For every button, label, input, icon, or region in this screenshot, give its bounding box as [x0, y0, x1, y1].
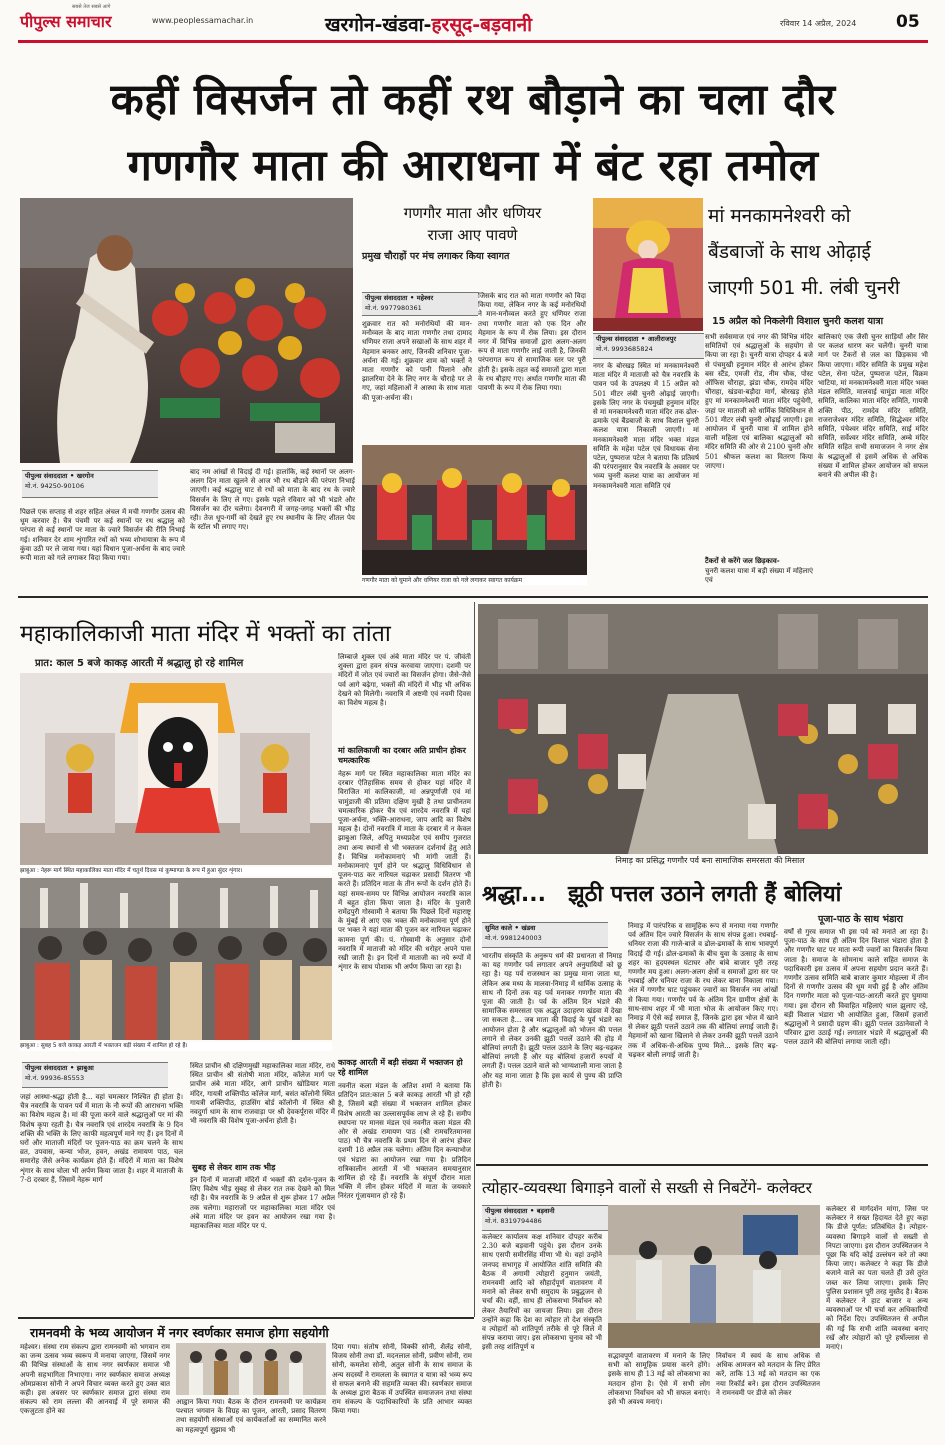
swarnkar-samaj-photo	[176, 1343, 326, 1395]
story3-title-line1: मां मनकामनेश्वरी को	[708, 205, 851, 227]
story2-byline	[362, 292, 478, 316]
story4-col-right: स्थित प्राचीन श्री दक्षिणमुखी महाकालिका माता मंदिर, राधे स्थित प्राचीन श्री संतोषी माता मंदिर, कॉलेज मार्ग पर प्राचीन अंबे माता मंदिर, आगे प्राचीन खोडियार माता मंदिर, गायत्री शक्तिपीठ कॉलेज मार्ग, बसंत कॉलोनी स्थित गायत्री शक्तिपीठ, हाउसिंग बोर्ड कॉलोनी में स्थित श्री नवदुर्गा धाम के साथ राजवाड़ा पर श्री देवकर्पूरास मंदिर में भी नवरात्रि की विशेष पूजा-अर्चना होती है।	[190, 1062, 335, 1126]
masthead-logo: पीपुल्स समाचार	[20, 12, 112, 31]
story6-col1: महेश्वर। संस्था राम संकल्प द्वारा रामनवमी को भगवान राम का जन्म उत्सव भव्य स्वरूप में मनाया जाएगा, जिसमें नगर की विभिन्न संस्थाओं के साथ नगर स्वर्णकार समाज भी अपनी सहभागिता निभाएगा। नगर स्वर्णकार समाज अध्यक्ष ओमप्रकाश सोनी ने अपने विचार व्यक्त करते हुए उक्त बात कही। इस अवसर पर स्वर्णकार समाज द्वारा संस्था राम संकल्प को राम लल्ला की आनवाई में पूरे समाज की एकजुटता होने का	[20, 1343, 170, 1416]
story2-title-line2: राजा आए पावणे	[427, 226, 518, 244]
story1-body: पिछले एक सप्ताह से शहर सहित अंचल में मची गणगौर उत्सव की धूम करवार है। चैत्र पंचमी पर कई स्थानों पर रथ श्रद्धालु को परंपरा से कई स्थानों पर माता के ज्वारे विसर्जन की रीति निभाई गई। शनिवार देर शाम शृंगारित रथों को भव्य शोभायात्रा के रूप में कुंवा उठी पर ले जाया गया। यहां विधान पूजा-अर्चना के बाद ज्वारे रूपी माता को गले लगाकर विदा किया गया।	[20, 508, 185, 563]
section-rule-1	[18, 596, 928, 598]
story3-col2b: चुनरी कलश यात्रा में बड़ी संख्या में महिलाएं एवं	[705, 567, 813, 585]
story5-title-a: श्रद्धा...	[482, 882, 546, 907]
mankamaneshwari-idol-photo	[593, 198, 703, 331]
story7-col4: कलेक्टर से मार्गदर्शन मांगा, जिस पर कलेक्टर ने सख्त हिदायत देते हुए कहा कि डीजे पूर्णत: प्रतिबंधित है। त्योहार-व्यवस्था बिगाड़ने वालों से सख्ती से निपटा जाएगा। इस दौरान उपस्थितजन ने पूछा कि यदि कोई उल्लंघन करे तो क्या किया जाए। कलेक्टर ने कहा कि डीजे बजाने वाले का पता चलते ही उसे तुरंत जब्त कर लिया जाएगा। इसके लिए पुलिस प्रशासन पूरी तरह मुस्तैद है। बैठक में कलेक्टर ने हाट बाजार व अन्य व्यवस्थाओं पर भी चर्चा कर अधिकारियों को निर्देश दिए। उपस्थितजन से अपील की गई कि सभी शांति व्यवस्था बनाए रखें और त्योहारों को पूरे हर्षोल्लास से मनाएं।	[826, 1205, 928, 1352]
section-rule-3	[18, 1317, 474, 1319]
story7-col3: निर्वाचन में स्वयं के साथ अधिक से अधिक आमजन को मतदान के लिए प्रेरित करें, ताकि 13 मई को मतदान का एक नया रिकॉर्ड बने। इस दौरान उपस्थितजन ने रामनवमी पर डीजे को लेकर	[716, 1352, 820, 1397]
story1-byline	[22, 470, 158, 498]
story7-byline-name: पीपुल्स संवाददाता • बड़वानी	[485, 1207, 555, 1215]
gangaur-puja-photo	[20, 198, 353, 463]
story5-byline	[482, 922, 608, 948]
story3-subtitle: 15 अप्रैल को निकलेगी विशाल चुनरी कलश यात्रा	[712, 316, 884, 327]
edition-part-a: खरगोन-खंडवा-	[325, 14, 432, 36]
story4-col-mid-subhead: काकड़ आरती में बड़ी संख्या में भक्तजन हो रहे शामिल	[338, 1058, 463, 1077]
story4-col-right2: इन दिनों में माताजी मंदिरों में भक्तों की दर्शन-पूजन के लिए विशेष भीड़ सुबह से लेकर रात तक देखने को मिल रही है। चैत्र नवरात्रि के 9 अप्रैल से शुरू होकर 17 अप्रैल तक चलेगा। महाराजों पर महाकालिका माता मंदिर एवं अंबे माता मंदिर पर हवन का आयोजन रखा गया है। महाकालिका माता मंदिर पर पं.	[190, 1176, 335, 1231]
story2-col2: जिसके बाद रात को माता गणगौर को विदा किया गया, लेकिन नगर के कई मनोरथियों ने मान-मनौव्वल करते हुए धणियर राजा तथा गणगौर माता को एक दिन और मेहमान के रूप में रोक लिया। इस दौरान नगर में विभिन्न समाजों द्वारा अलग-अलग रूप से माता गणगौर लाई जाती है, जिनकी परंपरागत रूप से सामाजिक स्तर पर पूरी होती है। इसके तहत कई समाजों द्वारा माता के रथ बौड़ाए गए। अर्थात गणगौर माता की पावणी के रूप में रोक लिया गया।	[478, 292, 586, 393]
story4-col-bot: नवनीत कला मंडल के अतिश शर्मा ने बताया कि प्रतिदिन प्रात:काल 5 बजे काकड़ आरती भी हो रही है, जिसमें बड़ी संख्या में भक्तजन शामिल होकर विशेष आरती का उल्लासपूर्वक लाभ ले रहे हैं। समीप स्थापना पर मानस मंडल एवं नवनीत कला मंडल की ओर से अखंड रामायण पाठ (श्री रामचरितमानस पाठ) भी चैत्र नवरात्रि के प्रथम दिन से आरंभ होकर दशमी 18 अप्रैल तक चलेगा। अंतिम दिन कन्याभोज एवं भंडारा का आयोजन रखा गया है। प्रतिदिन रात्रिकालीन आरती में भी भक्तजन समयानुसार शामिल हो रहे हैं। नवरात्रि के संपूर्ण दौरान माता भक्ति में लीन होकर मंदिरों में माता के जयकारे निरंतर गूंजायमान हो रहे हैं।	[338, 1082, 471, 1201]
story5-col1: भारतीय संस्कृति के अनुरूप धर्म की प्रधानता से निमाड़ का यह गणगौर पर्व लगातार अपने अनुयायियों को छू रहा है। यह पर्व राजस्थान का प्रमुख माना जाता था, लेकिन अब मध्य के मालवा-निमाड़ में धार्मिक उत्साह के साथ नौ दिनों तक यह पर्व मनाकर गणगौर माता की पूजा की जाती है। पर्व के अंतिम दिन भंडारे की सामाजिक समरसता एक अद्भुत उदाहरण खंडवा में देखा जा सकता है... जब माता की विदाई के पूर्व भंडारे का आयोजन होता है और श्रद्धालुओं को भोजन की पत्तल लगाने से लेकर उनकी झूठी पत्तलें उठाने की होड़ में बोलियां लगती हैं। झूठी पत्तल उठाने के लिए बढ़-चढ़कर बोलियां लगती हैं और यह बोलियां हजारों रुपयों में लगती हैं। पत्तल उठाने वाले को भाग्यशाली माना जाता है और यह माना जाता है कि इस कार्य से पुण्य की प्राप्ति होती है।	[482, 952, 622, 1089]
story1-body-cont: बाद नम आंखों से विदाई दी गई। हालांकि, कई स्थानों पर अलग-अलग दिन माता खुलने से आज भी रथ बौड़ाने की परंपरा निभाई जाएगी। कई श्रद्धालु घाट से रथों को माता के बाद रथ के ज्वारे विसर्जन के लिए ले गए। इसके पहले रविवार को भी भंडारे और विसर्जन का दौर चलेगा। देवनगरी में जगह-जगह भक्तों की भीड़ रही। तेज धूप-गर्मी को देखते हुए रथ स्थानीय के लिए शीतल पेय के स्टॉल भी लगाए गए।	[190, 468, 355, 532]
story5-col2: निमाड़ में पारंपरिक व सामूहिक रूप से मनाया गया गणगौर पर्व अंतिम दिन ज्वारे विसर्जन के साथ संपन्न हुआ। रथबाई-धनियर राजा की गाजे-बाजे व ढोल-ढमाकों के साथ भावपूर्ण विदाई दी गई। ढोल-ढमाकों के बीच युवा के उत्साह के साथ शहर का हृदयस्थल घंटाघर और बांबे बाजार पूरी तरह गणगौर मय हुआ। अलग-अलग क्षेत्रों व समाजों द्वारा सर पर रथबाई और धनियर राजा के रथ लेकर बाना निकाला गया। अंत में गणगौर घाट पहुंचकर ज्वारों का विसर्जन नम आंखों से किया गया। गणगौर पर्व के अंतिम दिन ग्रामीण क्षेत्रों के साथ-साथ शहर में भी माता भोज के आयोजन किए गए। निमाड़ में ऐसे कई समाज हैं, जिनके द्वारा इस भोज में खाने से लेकर झूठी पत्तलें उठाने तक की बोलियां लगाई जाती हैं। मेहमानों को खाना खिलाने से लेकर उनकी झूठी पत्तलें उठाने तक में अधिक-से-अधिक पुण्य मिले... इसके लिए बढ़-चढ़कर बोली लगाई जाती है।	[628, 922, 778, 1059]
story3-title-line2: बैंडबाजों के साथ ओढ़ाई	[708, 241, 871, 263]
story2-byline-name: पीपुल्स संवाददाता • महेश्वर	[365, 294, 434, 302]
story3-col2: सभी सर्वसमाज एवं नगर की विभिन्न मंदिर समितियों एवं श्रद्धालुओं के सहयोग से किया जा रहा है। चुनरी यात्रा दोपहर 4 बजे से पंचमुखी हनुमान मंदिर से आरंभ होकर बस स्टैंड, एमजी रोड, नीम चौक, पोस्ट ऑफिस चौराहा, झंडा चौक, रामदेव मंदिर चौराहा, खंडवा-बड़ौदा मार्ग, बोरखड़ होते हुए मां मनकामनेश्वरी माता मंदिर पहुंचेगी, जहां पर माताजी को धार्मिक विधिविधान से 501 मीटर लंबी चुनरी ओढ़ाई जाएगी। इस आयोजन में चुनरी यात्रा में शामिल होने वाली महिला एवं बालिका श्रद्धालुओं को मंदिर समिति की ओर से 2100 चुनरी और 501 श्रीफल कलश का वितरण किया जाएगा।	[705, 333, 813, 470]
story4-col-mid: नेहरू मार्ग पर स्थित महाकालिका माता मंदिर का दरबार ऐतिहासिक समय से होकर यहां मंदिर में विराजित मां कालिकाजी, मां अन्नपूर्णाजी एवं मां चामुंडाजी की प्रतिमा दक्षिण मुखी है तथा प्राचीनतम चमत्कारिक होकर चैत्र एवं शारदेय नवरात्रि में यहां पूजा-अर्चना, भक्ति-आराधना, जाप आदि का विशेष महत्व है। दोनों नवरात्रि में माता के दरबार में न केवल झाबुआ जिले, अपितु मध्यप्रदेश एवं समीप गुजरात तथा अन्य स्थानों से भी भक्तजन दर्शनार्थ हेतु आते हैं। विभिन्न मनोकामनाएं भी मांगी जाती हैं। मनोकामनाएं पूर्ण होने पर श्रद्धालु विधिविधान से पूजन-पाठ कर नारियल चढ़ाकर प्रसादी वितरण भी करते हैं। प्रतिदिन माता के तीन रूपों के दर्शन होते हैं। यहां समय-समय पर विभिन्न आयोजन नवरात्रि काल में बहुत होता किया जाता है। मंदिर के पुजारी रामेंद्रपुरी गोस्वामी ने बताया कि पिछले दिनों महाराष्ट्र के मुंबई से आए एक भक्त की मनोकामना पूर्ण होने पर भक्त ने यहां माता की पूजन कर नारियल चढ़ाकर कामना पूर्ण की। पं. गोस्वामी के अनुसार दोनों नवरात्रि में माताजी को मंदिर की धरोहर अपने पास रखी जाती है। इन दिनों में माताजी का नये रूपों में शृंगार के साथ पोशाक भी अर्पण किया जा रहा है।	[338, 770, 471, 972]
story7-title: त्योहार-व्यवस्था बिगाड़ने वालों से सख्ती से निबटेंगे- कलेक्टर	[482, 1179, 812, 1197]
gangaur-rath-photo	[362, 445, 587, 575]
story2-byline-mobile: मो.नं. 9977980361	[365, 304, 422, 312]
story3-col1: नगर के बोरखड़ स्थित मां मनकामनेश्वरी माता मंदिर में माताजी को चैत्र नवरात्रि के पावन पर्व के उपलक्ष्य में 15 अप्रैल को 501 मीटर लंबी चुनरी ओढ़ाई जाएगी। इसके लिए नगर के पंचमुखी हनुमान मंदिर से मां मनकामनेश्वरी माता मंदिर तक ढोल-ढमाके एवं बैंडबाजों के साथ विशाल चुनरी कलश यात्रा निकाली जाएगी। मां मनकामनेश्वरी माता मंदिर भक्त मंडल समिति के महेश पटेल एवं विधायक सेना पटेल, पुष्पराज पटेल ने बताया कि प्रतिवर्ष की परंपरानुसार चैत्र नवरात्रि के अवसर पर भव्य चुनरी कलश यात्रा का आयोजन मां मनकामनेश्वरी माता समिति एवं	[593, 362, 699, 490]
story7-byline	[482, 1205, 608, 1231]
masthead-website: www.peoplessamachar.in	[152, 16, 254, 25]
story4-byline-name: पीपुल्स संवाददाता • झाबुआ	[25, 1064, 94, 1072]
story2-title-line1: गणगौर माता और धणियर	[403, 204, 542, 222]
main-headline-line2: गणगौर माता की आराधना में बंट रहा तमोल	[127, 141, 819, 191]
collector-meeting-photo	[608, 1205, 820, 1348]
column-rule-mid	[474, 602, 475, 1317]
story3-col2-subhead: टैंकरों से करेंगे जल छिड़काव-	[705, 557, 780, 565]
story4-byline	[22, 1062, 168, 1088]
story4-col-top-subhead: मां कालिकाजी का दरबार अति प्राचीन होकर चमत्कारिक	[338, 746, 466, 765]
edition-part-b: हरसूद-बड़वानी	[431, 14, 533, 36]
idol-photo-art	[593, 198, 703, 331]
story3-byline	[593, 333, 704, 359]
meeting-photo-art	[608, 1205, 820, 1348]
story7-col1: कलेक्टर कार्यालय कक्ष शनिवार दोपहर करीब 2.30 बजे बड़वानी पहुंचे। इस दौरान उनके साथ एसपी समीरसिंह मीणा भी थे। वहां उन्होंने जनपद सभागृह में आयोजित शांति समिति की बैठक में अगामी त्योहारों हनुमान जयंती, रामनवमी आदि को सौहार्दपूर्ण वातावरण में मनाने को लेकर सभी समुदाय के प्रबुद्धजन से चर्चा की। वहीं, साथ ही लोकसभा निर्वाचन को लेकर तैयारियों का जायजा लिया। इस दौरान उन्होंने कहा कि देश का त्योहार तो देश संस्कृति व त्योहारों को शांतिपूर्ण तरीके से पूरे जिले में संपन्न कराया जाए। इस लोकसभा चुनाव को भी इसी तरह शांतिपूर्ण व	[482, 1233, 602, 1352]
mahakalika-photo-art	[20, 673, 332, 865]
masthead-logo-tag: सबसे तेज सबसे आगे	[72, 4, 111, 10]
story3-byline-name: पीपुल्स संवाददाता • आलीराजपुर	[596, 335, 677, 343]
samaj-photo-art	[176, 1343, 326, 1395]
story5-title-b: झूठी पत्तल उठाने लगती हैं बोलियां	[568, 882, 842, 907]
masthead-edition	[325, 11, 532, 37]
story5-byline-mobile: मो.नं. 9981240003	[485, 934, 542, 942]
story3-col3: बालिकाएं एक जैसी चुनर साड़ियों और सिर पर कलश धारण कर चलेंगी। चुनरी यात्रा मार्ग पर टैंकरों से जल का छिड़काव भी किया जाएगा। मंदिर समिति के प्रमुख महेश पटेल, सेना पटेल, पुष्पराज पटेल, विक्रम भाटिया, मां मनकामनेश्वरी माता मंदिर भक्त मंडल समिति, मालवाई चामुंडा माता मंदिर समिति, कालिका माता मंदिर समिति, गायत्री शक्ति पीठ, रामदेव मंदिर समिति, राजराजेश्वर मंदिर समिति, सिद्धेश्वर मंदिर समिति, पंचेश्वर मंदिर समिति, साई मंदिर समिति, सर्वेश्वर मंदिर समिति, अम्बे मंदिर समिति सहित सभी समाजजन ने नगर क्षेत्र के श्रद्धालुओं से इसमें अधिक से अधिक संख्या में शामिल होकर आयोजन को सफल बनाने की अपील की है।	[818, 333, 928, 480]
story5-subtitle: पूजा-पाठ के साथ भंडारा	[818, 914, 903, 925]
aarti-crowd-photo-art	[20, 878, 332, 1040]
story6-col2: आह्वान किया गया। बैठक के दौरान रामनवमी पर कार्यक्रम पश्चात भगवान के विग्रह का पूजन, आरती, प्रसाद वितरण तथा सहयोगी संस्थाओं एवं कार्यकर्ताओं का सम्मानित करने का महत्वपूर्ण सुझाव भी	[176, 1398, 326, 1434]
bhandara-photo-art	[478, 604, 928, 854]
story5-photo-caption: निमाड़ का प्रसिद्ध गणगौर पर्व बना सामाजिक समरसता की मिसाल	[615, 856, 805, 865]
story4-subtitle: प्रात: काल 5 बजे काकड़ आरती में श्रद्धालु हो रहे शामिल	[35, 658, 244, 669]
mahakalika-idol-photo	[20, 673, 332, 865]
story4-photo1-caption: झाबुआ : नेहरू मार्ग स्थित महाकालिका माता मंदिर में चतुर्थ दिवस मां कुष्माण्डा के रूप में हुआ सुंदर शृंगार।	[20, 867, 332, 876]
bhandara-crowd-photo	[478, 604, 928, 854]
story5-byline-name: सुमित काले • खंडवा	[485, 924, 536, 932]
story4-col-left: जहां आस्था-श्रद्धा होती है... वहां चमत्कार निश्चित ही होता है। चैत्र नवरात्रि के पावन पर्व में माता के नौ रूपों की आराधना भक्ति का विशेष महत्व है। मां की पूजा करने वाले श्रद्धालुओं पर मां की विशेष कृपा रहती है। चैत्र नवरात्रि एवं शारदेय नवरात्रि के 9 दिन शक्ति की भक्ति के लिए काफी महत्वपूर्ण माने गए हैं। इन दिनों में घरों और माताजी मंदिरों पर पूजन-पाठ का क्रम चलने के साथ व्रत, उपवास, कन्या भोज, हवन, अखंड रामायण पाठ, चल समारोह जैसे अनेक कार्यक्रम होते हैं। मंदिरों में माता का विशेष शृंगार के साथ चोला भी अर्पण किया जाता है। शहर में माताजी के 7-8 दरबार हैं, जिसमें नेहरू मार्ग	[20, 1093, 183, 1184]
story2-col1: शुक्रवार रात को मनोरथियों की मान-मनौव्वल के बाद माता गणगौर तथा दामाद धणियर राजा अपने सखाओं के साथ शहर में मेहमान बनकर आए, जिनकी शनिवार पूजा-अर्चना की गई। शुक्रवार शाम को भक्तों ने माता गणगौर को पानी पिलाने और झालरिया देने के लिए नगर के चौराहे पर ले गए, जहां महिलाओं ने आस्था के साथ माता की पूजा-अर्चना की।	[362, 320, 472, 402]
story1-byline-mobile: मो.नं. 94250-90106	[25, 482, 85, 490]
masthead-date: रविवार 14 अप्रैल, 2024	[780, 19, 857, 28]
story1-byline-name: पीपुल्स संवाददाता • खरगोन	[25, 472, 94, 480]
story7-byline-mobile: मो.नं. 8319794486	[485, 1217, 542, 1225]
main-headline-line1: कहीं विसर्जन तो कहीं रथ बौड़ाने का चला दौर	[110, 75, 836, 125]
story4-col-right-subhead: सुबह से लेकर शाम तक भीड़	[192, 1163, 276, 1172]
story6-title: रामनवमी के भव्य आयोजन में नगर स्वर्णकार समाज होगा सहयोगी	[30, 1325, 329, 1340]
story2-photo-caption: गणगौर माता को घुमाने और धणियर राजा को गले लगाकर स्वागत कार्यक्रम	[362, 576, 587, 585]
story4-photo2-caption: झाबुआ : सुबह 5 बजे काकड़ आरती में भक्तजन बड़ी संख्या में शामिल हो रहे हैं।	[20, 1042, 332, 1051]
gangaur-puja-photo-art	[20, 198, 353, 463]
page-number: 05	[896, 12, 920, 32]
masthead-rule	[18, 40, 928, 43]
story5-col3: वर्षों से गुरव समाज भी इस पर्व को मनाते आ रहा है। पूजा-पाठ के साथ ही अंतिम दिन विशाल भंडारा होता है और गणगौर घाट पर माता रूपी ज्वारों का विसर्जन किया जाता है। समाज के सोमनाथ काले सहित समाज के पदाधिकारी इस उत्सव में अपना सहयोग प्रदान करते हैं। गणगौर उत्सव समिति बाबे बाजार कुमार मोहल्ला में तीन दिनों से गणगौर उत्सव की धूम मची हुई है और अंतिम दिन गणगौर माता को पूजा-पाठ-आरती करते हुए घुमाया गया। इस दौरान सौ विवाहित महिलाएं थाल झुलाए रहे, बड़ी विशाल भंडारा भी आयोजित हुआ, जिसमें हजारों श्रद्धालुओं ने प्रसादी ग्रहण की। झूठी पत्तल उठानेवालों ने परिवार द्वारा उठाई गई। लगातार भंडारे में श्रद्धालुओं की पत्तल उठाने की बोलियां लगाया जाती रही।	[784, 928, 928, 1047]
story3-title-line3: जाएगी 501 मी. लंबी चुनरी	[708, 277, 900, 299]
story3-byline-mobile: मो.नं. 9993685824	[596, 345, 653, 353]
story4-title: महाकालिकाजी माता मंदिर में भक्तों का तांता	[20, 621, 391, 647]
story4-col-top: लिम्बाजे शुक्ल एवं अंबे माता मंदिर पर पं. जीवंती शुक्ला द्वारा हवन संपन्न करवाया जाएगा। दशमी पर मंदिरों में जोत एवं ज्वारों का विसर्जन होगा। जैसे-जैसे पर्व आगे बढ़ेगा, भक्तों की मंदिरों में भीड़ भी अधिक देखने को मिलेगी। नवरात्रि में अष्टमी एवं नवमी दिवस का विशेष महत्व है।	[338, 653, 471, 708]
kakad-aarti-crowd-photo	[20, 878, 332, 1040]
section-rule-2	[476, 1164, 928, 1166]
story4-byline-mobile: मो.नं. 99936-85553	[25, 1074, 85, 1082]
story6-col3: दिया गया। संतोष सोनी, विक्की सोनी, शैलेंद्र सोनी, विजय सोनी तथा डॉ. मदनलाल सोनी, प्रवीण सोनी, राम सोनी, कमलेश सोनी, अतुल सोनी के साथ समाज के अन्य सदस्यों ने रामलला के स्वागत व यात्रा को भव्य रूप से सफल बनाने की सहमति व्यक्त की। स्वर्णकार समाज के अध्यक्ष द्वारा बैठक में उपस्थित समाजजन तथा संस्था राम संकल्प के पदाधिकारियों के प्रति आभार व्यक्त किया गया।	[332, 1343, 472, 1416]
story2-subtitle: प्रमुख चौराहों पर मंच लगाकर किया स्वागत	[362, 251, 510, 262]
gangaur-rath-photo-art	[362, 445, 587, 575]
story7-col2: सद्भावपूर्ण वातावरण में मनाने के लिए सभी को सामूहिक प्रयास करने होंगे। इसके साथ ही 13 मई को लोकसभा का मतदान होना है। ऐसे में सभी लोग लोकसभा निर्वाचन को भी सफल बनाएं। इसे भी अवश्य मनाएं।	[608, 1352, 710, 1407]
